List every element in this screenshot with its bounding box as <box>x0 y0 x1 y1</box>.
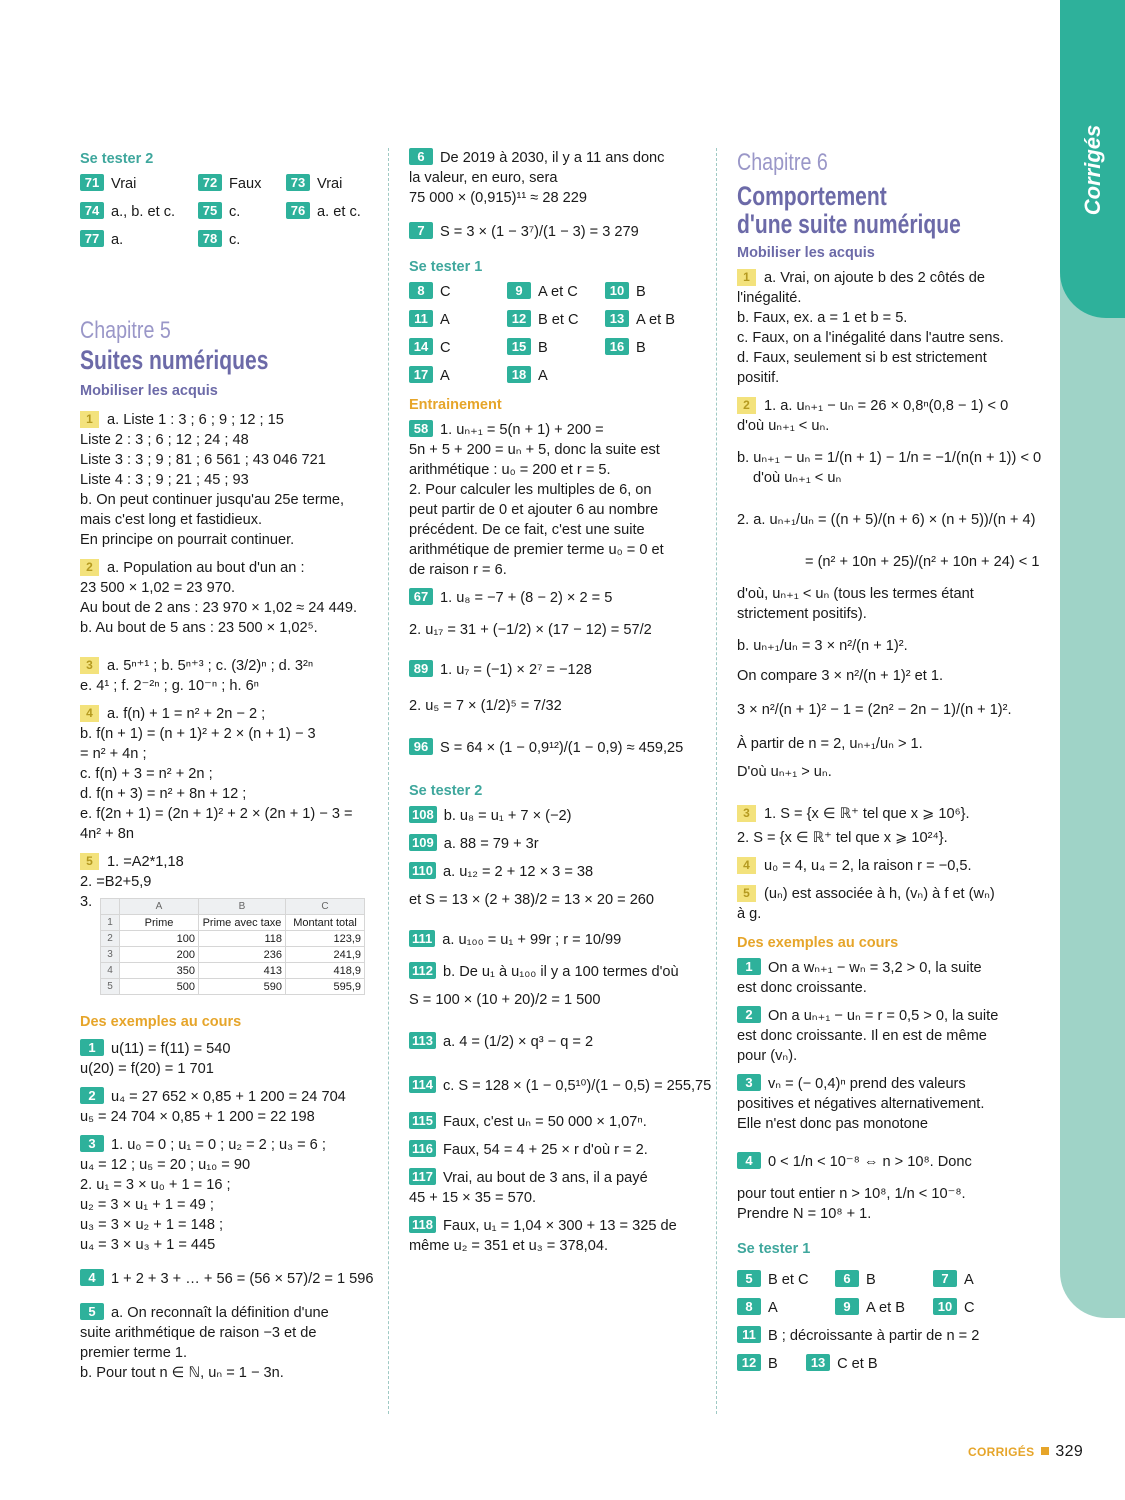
chapter-title: d'une suite numérique <box>737 209 961 239</box>
exercise-badge: 96 <box>409 738 433 755</box>
exercise-badge: 118 <box>409 1216 436 1233</box>
answer-line: a. 4 = (1/2) × q³ − q = 2 <box>442 1034 594 1050</box>
answer-line: la valeur, en euro, sera <box>409 170 558 186</box>
exercise-badge: 78 <box>198 230 222 247</box>
answer-line: 2. u₅ = 7 × (1/2)⁵ = 7/32 <box>409 698 562 714</box>
exercise-badge: 5 <box>737 1270 761 1287</box>
answer-text: B et C <box>538 312 579 328</box>
answer-line: D'où uₙ₊₁ > uₙ. <box>737 764 832 780</box>
exercise-badge: 18 <box>507 366 531 383</box>
answer-line: Liste 4 : 3 ; 9 ; 21 ; 45 ; 93 <box>80 472 249 488</box>
answer-line: S = 64 × (1 − 0,9¹²)/(1 − 0,9) ≈ 459,25 <box>440 740 684 756</box>
answer-line: De 2019 à 2030, il y a 11 ans donc <box>440 150 665 166</box>
answer-line: b. uₙ₊₁ − uₙ = 1/(n + 1) − 1/n = −1/(n(n + 1)) < 0 <box>737 450 1042 466</box>
answer-line: et S = 13 × (2 + 38)/2 = 13 × 20 = 260 <box>409 892 655 908</box>
answer-line: pour tout entier n > 10⁸, 1/n < 10⁻⁸. <box>737 1186 966 1202</box>
answer-text: A <box>964 1272 974 1288</box>
exercise-badge: 6 <box>835 1270 859 1287</box>
answer-text: a. et c. <box>317 204 361 220</box>
answer-line: c. f(n) + 3 = n² + 2n ; <box>80 766 213 782</box>
answer-text: C <box>440 284 451 300</box>
prerequisite-badge: 2 <box>80 559 99 576</box>
answer-line: u₀ = 4, u₄ = 2, la raison r = −0,5. <box>764 858 972 874</box>
answer-line: 3 × n²/(n + 1)² − 1 = (2n² − 2n − 1)/(n + 1)². <box>737 702 1012 718</box>
answer-line: c. S = 128 × (1 − 0,5¹⁰)/(1 − 0,5) = 255,75 <box>442 1078 712 1094</box>
answer-text: Faux <box>229 176 262 192</box>
exercise-badge: 71 <box>80 174 104 191</box>
exercise-badge: 16 <box>605 338 629 355</box>
answer-line: arithmétique de premier terme u₀ = 0 et <box>409 542 664 558</box>
spreadsheet-table: A B C 1 Prime Prime avec taxe Montant total 2 100 118 123,9 3 200 236 241,9 4 350 413 418,9 5 500 590 595,9 <box>100 898 365 995</box>
answer-line: a. f(n) + 1 = n² + 2n − 2 ; <box>107 706 266 722</box>
exercise-badge: 11 <box>409 310 433 327</box>
answer-line: u₄ = 3 × u₃ + 1 = 445 <box>80 1237 216 1253</box>
answer-line: 1. u₈ = −7 + (8 − 2) × 2 = 5 <box>440 590 613 606</box>
answer-line: 2. Pour calculer les multiples de 6, on <box>409 482 652 498</box>
answer-line: Liste 3 : 3 ; 9 ; 81 ; 6 561 ; 43 046 721 <box>80 452 326 468</box>
answer-line: b. On peut continuer jusqu'au 25e terme, <box>80 492 345 508</box>
answer-line: 1. a. uₙ₊₁ − uₙ = 26 × 0,8ⁿ(0,8 − 1) < 0 <box>764 398 1009 414</box>
section-heading: Des exemples au cours <box>737 935 899 951</box>
answer-text: B <box>768 1356 778 1372</box>
exercise-badge: 67 <box>409 588 433 605</box>
exercise-badge: 1 <box>80 1039 104 1056</box>
exercise-badge: 9 <box>507 282 531 299</box>
answer-text: A et C <box>538 284 578 300</box>
answer-line: Au bout de 2 ans : 23 970 × 1,02 ≈ 24 449. <box>80 600 357 616</box>
answer-line: 1 + 2 + 3 + … + 56 = (56 × 57)/2 = 1 596 <box>111 1271 374 1287</box>
answer-line: positives et négatives alternativement. <box>737 1096 985 1112</box>
prerequisite-badge: 5 <box>80 853 99 870</box>
answer-line: Elle n'est donc pas monotone <box>737 1116 929 1132</box>
exercise-badge: 9 <box>835 1298 859 1315</box>
answer-line: u(20) = f(20) = 1 701 <box>80 1061 214 1077</box>
exercise-badge: 8 <box>737 1298 761 1315</box>
answer-line: b. Au bout de 5 ans : 23 500 × 1,02⁵. <box>80 620 318 636</box>
chapter-title: Suites numériques <box>80 345 269 375</box>
answer-text: a. <box>111 232 124 248</box>
answer-line: a. 5ⁿ⁺¹ ; b. 5ⁿ⁺³ ; c. (3/2)ⁿ ; d. 3²ⁿ <box>107 658 314 674</box>
answer-line: strictement positifs). <box>737 606 867 622</box>
answer-line: b. f(n + 1) = (n + 1)² + 2 × (n + 1) − 3 <box>80 726 316 742</box>
answer-line: c. Faux, on a l'inégalité dans l'autre sens. <box>737 330 1004 346</box>
footer-label: CORRIGÉS <box>968 1445 1035 1459</box>
answer-line: l'inégalité. <box>737 290 802 306</box>
answer-line: 2. u₁ = 3 × u₀ + 1 = 16 ; <box>80 1177 231 1193</box>
exercise-badge: 114 <box>409 1076 436 1093</box>
exercise-badge: 108 <box>409 806 437 823</box>
answer-line: d. Faux, seulement si b est strictement <box>737 350 987 366</box>
exercise-badge: 112 <box>409 962 436 979</box>
exercise-badge: 12 <box>507 310 531 327</box>
answer-line: positif. <box>737 370 780 386</box>
exercise-badge: 73 <box>286 174 310 191</box>
answer-line: e. 4¹ ; f. 2⁻²ⁿ ; g. 10⁻ⁿ ; h. 6ⁿ <box>80 678 260 694</box>
exercise-badge: 115 <box>409 1112 436 1129</box>
answer-grid <box>80 174 372 250</box>
section-heading: Mobiliser les acquis <box>737 245 875 261</box>
exercise-badge: 15 <box>507 338 531 355</box>
exercise-badge: 13 <box>806 1354 830 1371</box>
answer-line: Liste 2 : 3 ; 6 ; 12 ; 24 ; 48 <box>80 432 249 448</box>
answer-line: 2. a. uₙ₊₁/uₙ = ((n + 5)/(n + 6) × (n + 5))/(n + 4) <box>737 512 1036 528</box>
section-heading: Des exemples au cours <box>80 1014 242 1030</box>
chapter-number: Chapitre 5 <box>80 317 171 344</box>
answer-line: 4n² + 8n <box>80 826 134 842</box>
answer-line: a. u₁₀₀ = u₁ + 99r ; r = 10/99 <box>442 932 622 948</box>
answer-line: est donc croissante. Il en est de même <box>737 1028 987 1044</box>
answer-line: premier terme 1. <box>80 1345 188 1361</box>
answer-line: 45 + 15 × 35 = 570. <box>409 1190 536 1206</box>
answer-text: c. <box>229 232 241 248</box>
answer-line: e. f(2n + 1) = (2n + 1)² + 2 × (2n + 1) − 3 = <box>80 806 353 822</box>
exercise-badge: 8 <box>409 282 433 299</box>
section-heading: Se tester 2 <box>409 783 483 799</box>
answer-text: A et B <box>866 1300 905 1316</box>
answer-line: S = 3 × (1 − 3⁷)/(1 − 3) = 3 279 <box>440 224 639 240</box>
section-heading: Se tester 1 <box>737 1241 811 1257</box>
column-3 <box>737 148 1042 1374</box>
answer-line: a. Population au bout d'un an : <box>107 560 305 576</box>
answer-text: Vrai <box>317 176 343 192</box>
answer-line: précédent. De ce fait, c'est une suite <box>409 522 645 538</box>
answer-line: À partir de n = 2, uₙ₊₁/uₙ > 1. <box>737 736 923 752</box>
answer-grid <box>737 1270 1037 1318</box>
answer-line: a. Liste 1 : 3 ; 6 ; 9 ; 12 ; 15 <box>107 412 284 428</box>
answer-text: A <box>440 312 450 328</box>
chapter-title: Comportement <box>737 181 887 211</box>
answer-line: 23 500 × 1,02 = 23 970. <box>80 580 235 596</box>
answer-line: même u₂ = 351 et u₃ = 378,04. <box>409 1238 609 1254</box>
answer-text: C et B <box>837 1356 878 1372</box>
exercise-badge: 116 <box>409 1140 436 1157</box>
prerequisite-badge: 1 <box>737 269 756 286</box>
answer-line: b. De u₁ à u₁₀₀ il y a 100 termes d'où <box>442 964 679 980</box>
prerequisite-badge: 3 <box>737 805 756 822</box>
column-separator <box>388 148 389 1414</box>
answer-line: On compare 3 × n²/(n + 1)² et 1. <box>737 668 944 684</box>
answer-text: C <box>440 340 451 356</box>
answer-line: a. u₁₂ = 2 + 12 × 3 = 38 <box>442 864 594 880</box>
answer-text: Vrai <box>111 176 137 192</box>
answer-line: peut partir de 0 et ajouter 6 au nombre <box>409 502 659 518</box>
chapter-number: Chapitre 6 <box>737 149 828 176</box>
answer-line: est donc croissante. <box>737 980 867 996</box>
answer-line: 3. <box>80 894 93 910</box>
exercise-badge: 2 <box>737 1006 761 1023</box>
answer-line: 1. uₙ₊₁ = 5(n + 1) + 200 = <box>440 422 604 438</box>
answer-line: a. Vrai, on ajoute b des 2 côtés de <box>764 270 985 286</box>
answer-line: Faux, c'est uₙ = 50 000 × 1,07ⁿ. <box>442 1114 647 1130</box>
answer-line: En principe on pourrait continuer. <box>80 532 295 548</box>
answer-line: pour (vₙ). <box>737 1048 798 1064</box>
answer-text: A <box>768 1300 778 1316</box>
exercise-badge: 74 <box>80 202 104 219</box>
column-separator <box>716 148 717 1414</box>
exercise-badge: 7 <box>409 222 433 239</box>
answer-text: A <box>440 368 450 384</box>
answer-line: = n² + 4n ; <box>80 746 147 762</box>
answer-line: Vrai, au bout de 3 ans, il a payé <box>442 1170 648 1186</box>
answer-line: u(11) = f(11) = 540 <box>111 1041 231 1057</box>
answer-text: c. <box>229 204 241 220</box>
answer-text: B et C <box>768 1272 809 1288</box>
answer-text: B <box>866 1272 876 1288</box>
answer-line: Faux, u₁ = 1,04 × 300 + 13 = 325 de <box>442 1218 677 1234</box>
exercise-badge: 110 <box>409 862 436 879</box>
answer-line: 2. u₁₇ = 31 + (−1/2) × (17 − 12) = 57/2 <box>409 622 652 638</box>
answer-line: Prendre N = 10⁸ + 1. <box>737 1206 872 1222</box>
answer-text: A <box>538 368 548 384</box>
answer-line: 1. u₀ = 0 ; u₁ = 0 ; u₂ = 2 ; u₃ = 6 ; <box>111 1137 326 1153</box>
answer-line: d'où, uₙ₊₁ < uₙ (tous les termes étant <box>737 586 974 602</box>
column-2 <box>409 148 712 1256</box>
exercise-badge: 10 <box>933 1298 957 1315</box>
exercise-badge: 12 <box>737 1354 761 1371</box>
answer-line: d. f(n + 3) = n² + 8n + 12 ; <box>80 786 247 802</box>
answer-line: 75 000 × (0,915)¹¹ ≈ 28 229 <box>409 190 587 206</box>
answer-line: d'où uₙ₊₁ < uₙ <box>753 470 842 486</box>
answer-line: à g. <box>737 906 762 922</box>
answer-line: On a uₙ₊₁ − uₙ = r = 0,5 > 0, la suite <box>768 1008 999 1024</box>
exercise-badge: 3 <box>737 1074 761 1091</box>
exercise-badge: 7 <box>933 1270 957 1287</box>
answer-line: b. Pour tout n ∈ ℕ, uₙ = 1 − 3n. <box>80 1365 284 1381</box>
exercise-badge: 77 <box>80 230 104 247</box>
answer-text: A et B <box>636 312 675 328</box>
answer-line: 2. =B2+5,9 <box>80 874 152 890</box>
prerequisite-badge: 1 <box>80 411 99 428</box>
prerequisite-badge: 3 <box>80 657 99 674</box>
answer-line: 1. S = {x ∈ ℝ⁺ tel que x ⩾ 10⁶}. <box>764 806 970 822</box>
exercise-badge: 72 <box>198 174 222 191</box>
answer-line: u₃ = 3 × u₂ + 1 = 148 ; <box>80 1217 224 1233</box>
footer-square-icon <box>1041 1447 1049 1455</box>
answer-line: a. 88 = 79 + 3r <box>443 836 539 852</box>
prerequisite-badge: 5 <box>737 885 756 902</box>
answer-line: u₄ = 12 ; u₅ = 20 ; u₁₀ = 90 <box>80 1157 251 1173</box>
answer-line: (uₙ) est associée à h, (vₙ) à f et (wₙ) <box>764 886 995 902</box>
section-heading: Se tester 2 <box>80 151 154 167</box>
exercise-badge: 17 <box>409 366 433 383</box>
exercise-badge: 2 <box>80 1087 104 1104</box>
exercise-badge: 6 <box>409 148 433 165</box>
answer-line: 2. S = {x ∈ ℝ⁺ tel que x ⩾ 10²⁴}. <box>737 830 948 846</box>
answer-grid <box>409 282 701 386</box>
answer-text: B ; décroissante à partir de n = 2 <box>768 1328 980 1344</box>
answer-line: 1. u₇ = (−1) × 2⁷ = −128 <box>440 662 592 678</box>
exercise-badge: 14 <box>409 338 433 355</box>
prerequisite-badge: 4 <box>80 705 99 722</box>
answer-line: S = 100 × (10 + 20)/2 = 1 500 <box>409 992 601 1008</box>
exercise-badge: 113 <box>409 1032 436 1049</box>
page-footer <box>968 1443 1083 1461</box>
answer-line: On a wₙ₊₁ − wₙ = 3,2 > 0, la suite <box>768 960 982 976</box>
exercise-badge: 13 <box>605 310 629 327</box>
exercise-badge: 1 <box>737 958 761 975</box>
answer-line: b. Faux, ex. a = 1 et b = 5. <box>737 310 908 326</box>
exercise-badge: 11 <box>737 1326 761 1343</box>
answer-line: = (n² + 10n + 25)/(n² + 10n + 24) < 1 <box>805 554 1040 570</box>
answer-text: B <box>636 284 646 300</box>
exercise-badge: 109 <box>409 834 437 851</box>
answer-line: a. On reconnaît la définition d'une <box>111 1305 329 1321</box>
answer-line: Faux, 54 = 4 + 25 × r d'où r = 2. <box>442 1142 648 1158</box>
answer-line: arithmétique : u₀ = 200 et r = 5. <box>409 462 611 478</box>
section-heading: Se tester 1 <box>409 259 483 275</box>
answer-line: vₙ = (− 0,4)ⁿ prend des valeurs <box>768 1076 966 1092</box>
answer-line: u₂ = 3 × u₁ + 1 = 49 ; <box>80 1197 214 1213</box>
exercise-badge: 58 <box>409 420 433 437</box>
exercise-badge: 76 <box>286 202 310 219</box>
exercise-badge: 10 <box>605 282 629 299</box>
column-1 <box>80 148 372 1383</box>
answer-line: mais c'est long et fastidieux. <box>80 512 263 528</box>
answer-line: 1. =A2*1,18 <box>107 854 184 870</box>
section-heading: Entrainement <box>409 397 502 413</box>
exercise-badge: 5 <box>80 1303 104 1320</box>
answer-line: b. u₈ = u₁ + 7 × (−2) <box>443 808 572 824</box>
exercise-badge: 89 <box>409 660 433 677</box>
answer-text: C <box>964 1300 975 1316</box>
answer-text: B <box>538 340 548 356</box>
answer-line: u₅ = 24 704 × 0,85 + 1 200 = 22 198 <box>80 1109 315 1125</box>
answer-line: de raison r = 6. <box>409 562 507 578</box>
answer-line: b. uₙ₊₁/uₙ = 3 × n²/(n + 1)². <box>737 638 908 654</box>
exercise-badge: 117 <box>409 1168 436 1185</box>
prerequisite-badge: 2 <box>737 397 756 414</box>
exercise-badge: 4 <box>737 1152 761 1169</box>
answer-line: 5n + 5 + 200 = uₙ + 5, donc la suite est <box>409 442 660 458</box>
exercise-badge: 111 <box>409 930 435 947</box>
exercise-badge: 75 <box>198 202 222 219</box>
prerequisite-badge: 4 <box>737 857 756 874</box>
answer-text: a., b. et c. <box>111 204 176 220</box>
answer-line: d'où uₙ₊₁ < uₙ. <box>737 418 830 434</box>
page-number: 329 <box>1055 1443 1084 1460</box>
answer-text: B <box>636 340 646 356</box>
answer-line: u₄ = 27 652 × 0,85 + 1 200 = 24 704 <box>111 1089 346 1105</box>
exercise-badge: 4 <box>80 1269 104 1286</box>
exercise-badge: 3 <box>80 1135 104 1152</box>
side-tab-label: Corrigés <box>1080 124 1105 216</box>
section-heading: Mobiliser les acquis <box>80 383 218 399</box>
answer-line: suite arithmétique de raison −3 et de <box>80 1325 317 1341</box>
answer-line: 0 < 1/n < 10⁻⁸ ⇔ n > 10⁸. Donc <box>768 1154 972 1170</box>
